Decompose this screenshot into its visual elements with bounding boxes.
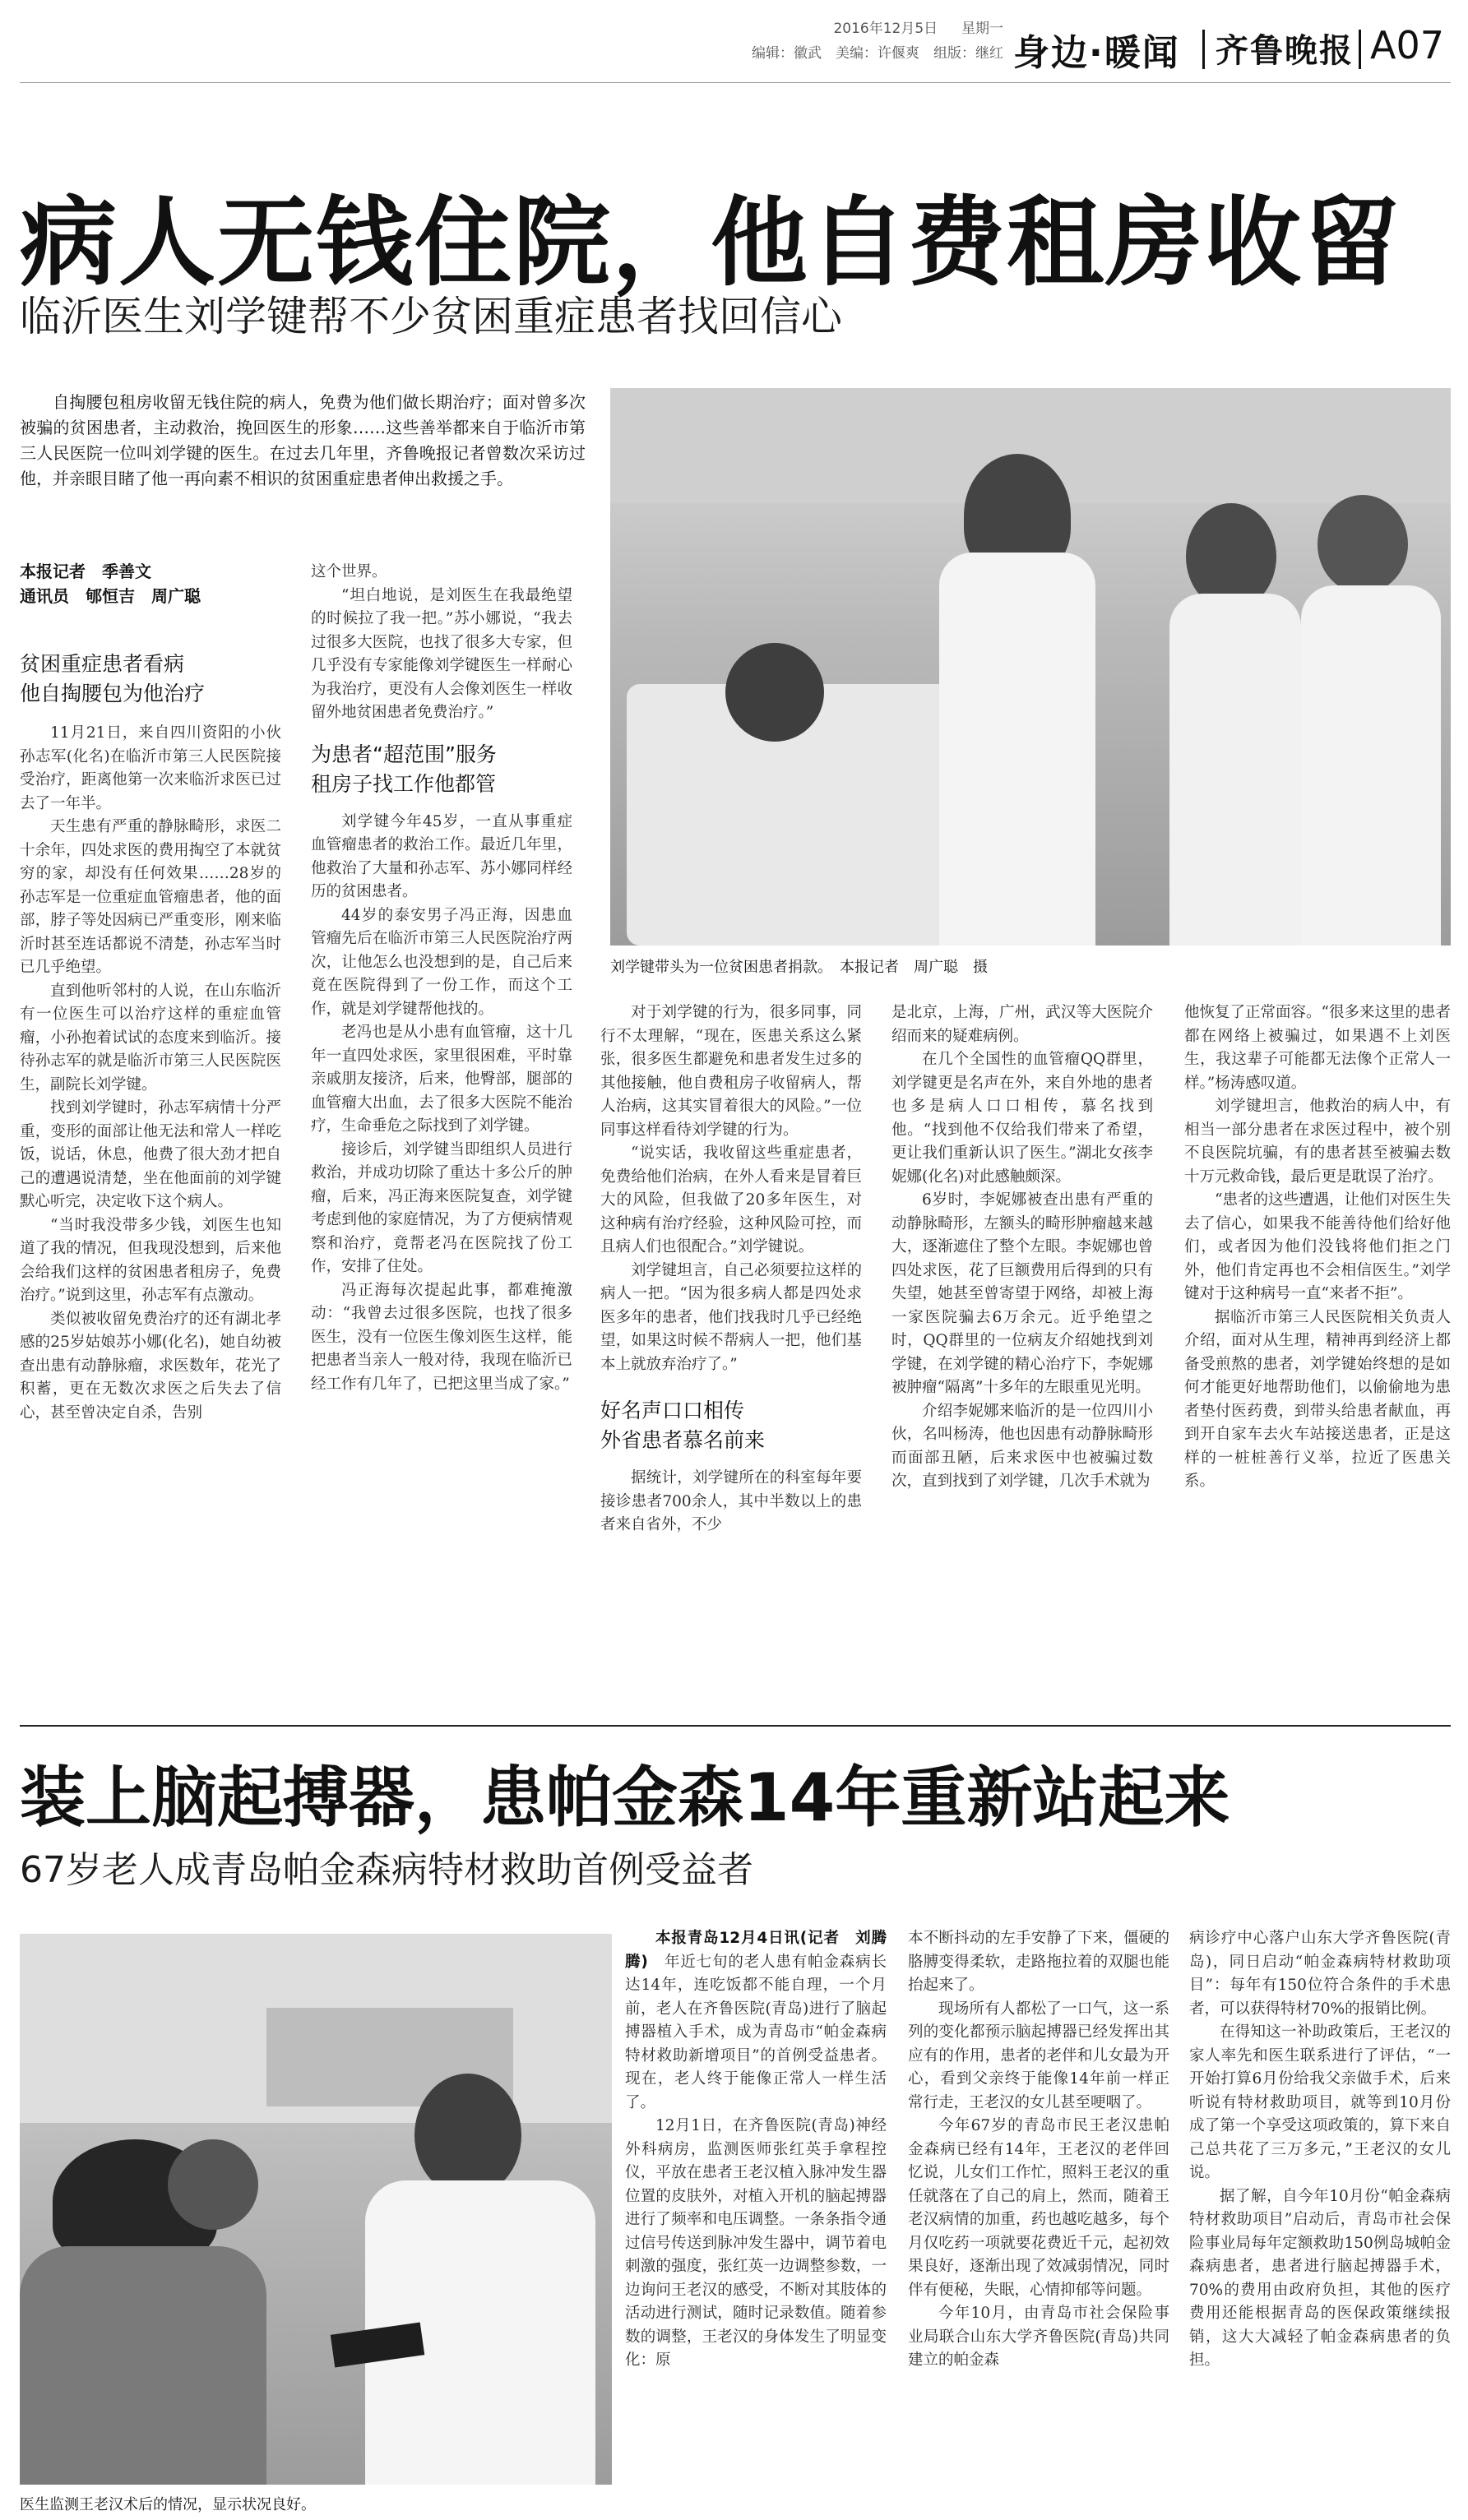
paragraph: 老冯也是从小患有血管瘤，这十几年一直四处求医，家里很困难，平时靠亲戚朋友接济，后来，他臀部，腿部的血管瘤大出血，去了很多大医院不能治疗，生命垂危之际找到了刘学键。 — [311, 1024, 572, 1135]
photo-doctor-coat — [939, 553, 1095, 946]
story2-col1-text — [625, 1927, 887, 2373]
paragraph: 病诊疗中心落户山东大学齐鲁医院(青岛)，同日启动“帕金森病特材救助项目”：每年有150位符合条件的手术患者，可以获得特材70%的报销比例。 — [1189, 1930, 1451, 2018]
story1-lead: 自掏腰包租房收留无钱住院的病人，免费为他们做长期治疗；面对曾多次被骗的贫困患者，主动救治，挽回医生的形象……这些善举都来自于临沂市第三人民医院一位叫刘学键的医生。在过去几年里，齐鲁晚报记者曾数次采访过他，并亲眼目睹了他一再向素不相识的贫困重症患者伸出救援之手。 — [20, 392, 586, 488]
story2-photo — [20, 1934, 612, 2485]
story2-headline: 装上脑起搏器，患帕金森14年重新站起来 — [20, 1759, 1230, 1836]
story2-column-2 — [908, 1927, 1169, 2373]
story1-photo-caption: 刘学键带头为一位贫困患者捐款。 本报记者 周广聪 摄 — [610, 959, 988, 976]
story1-col4-text — [891, 1001, 1153, 1494]
story1-col5-text — [1184, 1001, 1451, 1494]
story2-col3-text — [1189, 1927, 1451, 2373]
story1-column-3 — [600, 1001, 862, 1537]
story1-col3-tail — [600, 1467, 862, 1537]
photo-patient-body — [20, 2246, 266, 2485]
story-divider — [20, 1725, 1451, 1727]
story1-section-heading: 好名声口口相传 外省患者慕名前来 — [600, 1399, 766, 1452]
story2-dateline: 本报青岛12月4日讯(记者 刘腾腾) — [625, 1930, 887, 1971]
story1-col1-text — [20, 722, 281, 1425]
story1-bylines — [20, 559, 291, 608]
story1-headline: 病人无钱住院，他自费租房收留 — [20, 186, 1402, 299]
masthead-date-line — [658, 18, 1003, 39]
paragraph: 6岁时，李妮娜被查出患有严重的动静脉畸形，左额头的畸形肿瘤越来越大，逐渐遮住了整个左眼。李妮娜也曾四处求医，花了巨额费用后得到的只有失望，她甚至曾寄望于网络，却被上海一家医院骗去6万余元。近乎绝望之时，QQ群里的一位病友介绍她找到刘学键，在刘学键的精心治疗下，李妮娜被肿瘤“隔离”十多年的左眼重见光明。 — [891, 1191, 1153, 1396]
story1-column-4 — [891, 1001, 1153, 1494]
paragraph: 今年10月，由青岛市社会保险事业局联合山东大学齐鲁医院(青岛)共同建立的帕金森 — [908, 2305, 1169, 2369]
photo-nurse-head — [168, 2139, 258, 2230]
paragraph: 介绍李妮娜来临沂的是一位四川小伙，名叫杨涛，他也因患有动静脉畸形而面部丑陋，后来求医中也被骗过数次，直到找到了刘学键，几次手术就为 — [891, 1402, 1153, 1490]
paragraph: 天生患有严重的静脉畸形，求医二十余年，四处求医的费用掏空了本就贫穷的家，却没有任何效果……28岁的孙志军是一位重症血管瘤患者，他的面部，脖子等处因病已严重变形，刚来临沂时甚至连话都说不清楚，孙志军当时已几乎绝望。 — [20, 818, 281, 976]
paragraph: 直到他听邻村的人说，在山东临沂有一位医生可以治疗这样的重症血管瘤，小孙抱着试试的态度来到临沂。接待孙志军的就是临沂市第三人民医院医生，副院长刘学键。 — [20, 982, 281, 1094]
story1-col3-text — [600, 1001, 862, 1376]
masthead-divider — [1202, 30, 1205, 69]
photo-nurse2-head — [1317, 495, 1408, 594]
paragraph: 据统计，刘学键所在的科室每年要接诊患者700余人，其中半数以上的患者来自省外，不少 — [600, 1469, 862, 1533]
story1-col2-text — [311, 811, 572, 1397]
story1-col2-text-top — [311, 561, 572, 725]
paragraph: 12月1日，在齐鲁医院(青岛)神经外科病房，监测医师张红英手拿程控仪，平放在患者王老汉植入脉冲发生器位置的皮肤外，对植入开机的脑起搏器进行了频率和电压调整。一条条指令通过信号传送到脉冲发生器中，调节着电刺激的强度，张红英一边调整参数，一边询问王老汉的感受，不断对其肢体的活动进行测试，随时记录数值。随着参数的调整，王老汉的身体发生了明显变化：原 — [625, 2117, 887, 2369]
paragraph: 据了解，自今年10月份“帕金森病特材救助项目”启动后，青岛市社会保险事业局每年定额救助150例岛城帕金森病患者，患者进行脑起搏器手术，70%的费用由政府负担，其他的医疗费用还能根据青岛的医保政策继续报销，这大大减轻了帕金森病患者的负担。 — [1189, 2187, 1451, 2369]
paragraph: “当时我没带多少钱，刘医生也知道了我的情况，但我现没想到，后来他会给我们这样的贫困患者租房子，免费治疗。”说到这里，孙志军有点激动。 — [20, 1216, 281, 1304]
paragraph: 44岁的泰安男子冯正海，因患血管瘤先后在临沂市第三人民医院治疗两次，让他怎么也没想到的是，自己后来竟在医院得到了一份工作，而这个工作，就是刘学键帮他找的。 — [311, 906, 572, 1018]
story2-column-1 — [625, 1927, 887, 2373]
paragraph-text: 年近七旬的老人患有帕金森病长达14年，连吃饭都不能自理，一个月前，老人在齐鲁医院(青岛)进行了脑起搏器植入手术，成为青岛市“帕金森病特材救助新增项目”的首例受益患者。现在，老人终于能像正常人一样生活了。 — [625, 1953, 887, 2111]
paragraph: 这个世界。 — [311, 563, 387, 580]
story2-col2-text — [908, 1927, 1169, 2373]
masthead-divider — [1359, 30, 1361, 69]
paragraph: 11月21日，来自四川资阳的小伙孙志军(化名)在临沂市第三人民医院接受治疗，距离他第一次来临沂求医已过去了一年半。 — [20, 724, 281, 812]
paragraph: 今年67岁的青岛市民王老汉患帕金森病已经有14年，王老汉的老伴回忆说，儿女们工作忙，照料王老汉的重任就落在了自己的肩上，然而，随着王老汉病情的加重，药也越吃越多，每个月仅吃药一项就要花费近千元，起初效果良好，逐渐出现了效减弱情况，同时伴有便秘，失眠，心情抑郁等问题。 — [908, 2117, 1169, 2299]
story2-column-3 — [1189, 1927, 1451, 2373]
paragraph: “坦白地说，是刘医生在我最绝望的时候拉了我一把。”苏小娜说，“我去过很多大医院，也找了很多大专家，但几乎没有专家能像刘学键医生一样耐心为我治疗，更没有人会像刘医生一样收留外地贫困患者免费治疗。” — [311, 586, 572, 721]
masthead-page-number: A07 — [1370, 23, 1445, 67]
paragraph: 在几个全国性的血管瘤QQ群里，刘学键更是名声在外，来自外地的患者也多是病人口口相传，慕名找到他。“找到他不仅给我们带来了希望，更让我们重新认识了医生。”湖北女孩李妮娜(化名)对此感触颇深。 — [891, 1051, 1153, 1186]
masthead-brand: 齐鲁晚报 — [1216, 31, 1354, 70]
story1-column-5 — [1184, 1001, 1451, 1494]
masthead-rule — [20, 82, 1451, 83]
paragraph: 刘学键坦言，他救治的病人中，有相当一部分患者在求医过程中，被个别不良医院坑骗，有的患者甚至被骗去数十万元救命钱，最后更是耽误了治疗。 — [1184, 1098, 1451, 1186]
paragraph: 刘学键今年45岁，一直从事重症血管瘤患者的救治工作。最近几年里，他救治了大量和孙志军、苏小娜同样经历的贫困患者。 — [311, 812, 572, 900]
story2-subhead: 67岁老人成青岛帕金森病特材救助首例受益者 — [20, 1849, 753, 1891]
story1-section-heading: 为患者“超范围”服务 租房子找工作他都管 — [311, 742, 497, 796]
story1-section-heading: 贫困重症患者看病 他自掏腰包为他治疗 — [20, 652, 206, 705]
paragraph: 接诊后，刘学键当即组织人员进行救治，并成功切除了重达十多公斤的肿瘤，后来，冯正海来医院复查，刘学键考虑到他的家庭情况，为了方便病情观察和治疗，竟帮老冯在医院找了份工作，安排了住处。 — [311, 1140, 572, 1275]
paragraph: 类似被收留免费治疗的还有湖北孝感的25岁姑娘苏小娜(化名)，她自幼被查出患有动静脉瘤，求医数年，花光了积蓄，更在无数次求医之后失去了信心，甚至曾决定自杀，告别 — [20, 1310, 281, 1422]
story1-photo — [610, 388, 1451, 946]
photo-nurse1-coat — [1169, 594, 1301, 946]
paragraph: 找到刘学键时，孙志军病情十分严重，变形的面部让他无法和常人一样吃饭，说话，休息，他费了很大劲才把自己的遭遇说清楚，坐在他面前的刘学键默心听完，决定收下这个病人。 — [20, 1099, 281, 1210]
paragraph: 是北京，上海，广州，武汉等大医院介绍而来的疑难病例。 — [891, 1004, 1153, 1045]
paragraph: “说实话，我收留这些重症患者，免费给他们治病，在外人看来是冒着巨大的风险，但我做了20多年医生，对这种病有治疗经验，这种风险可控，而且病人们也很配合。”刘学键说。 — [600, 1144, 862, 1255]
masthead-editors: 编辑：徽武 美编：许偃爽 组版：继红 — [752, 45, 1003, 62]
masthead-date: 2016年12月5日 — [833, 21, 938, 37]
paragraph: 他恢复了正常面容。“很多来这里的患者都在网络上被骗过，如果遇不上刘医生，我这辈子可能都无法像个正常人一样。”杨涛感叹道。 — [1184, 1004, 1451, 1092]
paragraph: 冯正海每次提起此事，都难掩激动：“我曾去过很多医院，也找了很多医生，没有一位医生像刘医生这样，能把患者当亲人一般对待，我现在临沂已经工作有几年了，已把这里当成了家。” — [311, 1281, 572, 1393]
story1-subhead: 临沂医生刘学键帮不少贫困重症患者找回信心 — [20, 293, 842, 340]
paragraph: 现场所有人都松了一口气，这一系列的变化都预示脑起搏器已经发挥出其应有的作用，患者的老伴和儿女最为开心，看到父亲终于能像14年前一样正常行走，王老汉的女儿甚至哽咽了。 — [908, 2000, 1169, 2111]
photo-patient-head — [725, 643, 824, 742]
photo-nurse2-coat — [1301, 585, 1441, 946]
paragraph — [625, 1927, 887, 2115]
paragraph: 本不断抖动的左手安静了下来，僵硬的胳膊变得柔软，走路拖拉着的双腿也能抬起来了。 — [908, 1930, 1169, 1994]
story1-byline-correspondents: 通讯员 郇恒吉 周广聪 — [20, 586, 201, 606]
paragraph: 对于刘学键的行为，很多同事，同行不太理解，“现在，医患关系这么紧张，很多医生都避免和患者发生过多的其他接触，他自费租房子收留病人，帮人治病，这其实冒着很大的风险。”一位同事这样看待刘学键的行为。 — [600, 1004, 862, 1139]
story1-column-1 — [20, 650, 281, 1425]
paragraph: “患者的这些遭遇，让他们对医生失去了信心，如果我不能善待他们给好他们，或者因为他们没钱将他们拒之门外，他们肯定再也不会相信医生。”刘学键对于这种病号一直“来者不拒”。 — [1184, 1191, 1451, 1302]
masthead-section: 身边·暖闻 — [1013, 32, 1180, 74]
paragraph: 据临沂市第三人民医院相关负责人介绍，面对从生理，精神再到经济上都备受煎熬的患者，刘学键始终想的是如何才能更好地帮助他们，以偷偷地为患者垫付医药费，到带头给患者献血，再到开自家车去火车站接送患者，正是这样的一桩桩善行义举，拉近了医患关系。 — [1184, 1308, 1451, 1490]
paragraph: 刘学键坦言，自己必须要拉这样的病人一把。“因为很多病人都是四处求医多年的患者，他们找我时几乎已经绝望，如果这时候不帮病人一把，他们基本上就放弃治疗了。” — [600, 1261, 862, 1373]
masthead-weekday: 星期一 — [961, 21, 1003, 37]
story2-photo-caption: 医生监测王老汉术后的情况，显示状况良好。 — [20, 2496, 316, 2513]
paragraph: 在得知这一补助政策后，王老汉的家人率先和医生联系进行了评估，“一开始打算6月份给我父亲做手术，后来听说有特材救助项目，就等到10月份成了第一个享受这项政策的，算下来自己总共花了三万多元，”王老汉的女儿说。 — [1189, 2023, 1451, 2181]
story1-byline-reporter: 本报记者 季善文 — [20, 562, 151, 581]
photo-doctor-head — [414, 2074, 521, 2197]
story1-column-2 — [311, 561, 572, 1396]
